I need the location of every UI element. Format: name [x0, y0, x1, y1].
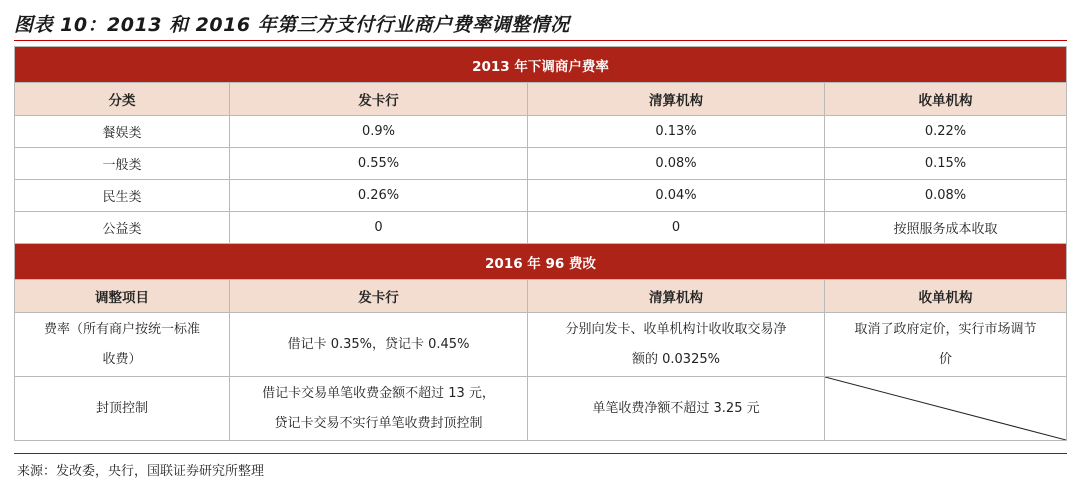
- cell: 按照服务成本收取: [825, 212, 1067, 244]
- table-row: [15, 212, 1067, 244]
- band-2016: [15, 244, 1067, 280]
- fee-rate-acquirer-line1: 取消了政府定价，实行市场调节: [854, 321, 1037, 337]
- header-category: 分类: [15, 83, 230, 116]
- diagonal-slash: [825, 377, 1066, 440]
- figure-title: 图表 10：2013 和 2016 年第三方支付行业商户费率调整情况: [14, 14, 570, 36]
- fee-rate-item: [15, 313, 230, 377]
- table-row: [15, 116, 1067, 148]
- header-row-2013: [15, 83, 1067, 116]
- fee-rate-issuer: 借记卡 0.35%，贷记卡 0.45%: [230, 313, 528, 377]
- cell: 一般类: [15, 148, 230, 180]
- header-acquirer: 收单机构: [825, 280, 1067, 313]
- fee-rate-acquirer: [825, 313, 1067, 377]
- bottom-rule: [14, 453, 1067, 454]
- cell: 0.55%: [230, 148, 528, 180]
- header-clearing: 清算机构: [528, 83, 825, 116]
- cell: 0.15%: [825, 148, 1067, 180]
- cell: 餐娱类: [15, 116, 230, 148]
- cell: 0.13%: [528, 116, 825, 148]
- cap-control-clearing: 单笔收费净额不超过 3.25 元: [528, 377, 825, 441]
- fee-rate-clearing-line1: 分别向发卡、收单机构计收收取交易净: [565, 321, 787, 337]
- cell: 0.22%: [825, 116, 1067, 148]
- fee-rate-clearing-line2: 额的 0.0325%: [632, 351, 720, 367]
- cell: 公益类: [15, 212, 230, 244]
- header-issuer: 发卡行: [230, 83, 528, 116]
- cap-control-issuer-line2: 贷记卡交易不实行单笔收费封顶控制: [274, 415, 483, 431]
- header-clearing: 清算机构: [528, 280, 825, 313]
- source-note: 来源：发改委，央行，国联证券研究所整理: [17, 464, 265, 479]
- header-adjustment-item: 调整项目: [15, 280, 230, 313]
- fee-rate-clearing: [528, 313, 825, 377]
- band-2013-label: 2013 年下调商户费率: [15, 47, 1067, 83]
- cell: 0.26%: [230, 180, 528, 212]
- cell: 0: [528, 212, 825, 244]
- cap-control-row: [15, 377, 1067, 441]
- header-issuer: 发卡行: [230, 280, 528, 313]
- table-row: [15, 148, 1067, 180]
- header-acquirer: 收单机构: [825, 83, 1067, 116]
- cell: 0.04%: [528, 180, 825, 212]
- band-2016-label: 2016 年 96 费改: [15, 244, 1067, 280]
- table-row: [15, 180, 1067, 212]
- fee-rate-table: [14, 46, 1067, 441]
- fee-rate-row: [15, 313, 1067, 377]
- cell: 0: [230, 212, 528, 244]
- cell: 0.08%: [825, 180, 1067, 212]
- cap-control-issuer-line1: 借记卡交易单笔收费金额不超过 13 元，: [262, 385, 495, 401]
- cell: 0.08%: [528, 148, 825, 180]
- band-2013: [15, 47, 1067, 83]
- fee-rate-item-line2: 收费）: [102, 351, 142, 367]
- cell: 0.9%: [230, 116, 528, 148]
- header-row-2016: [15, 280, 1067, 313]
- empty-diagonal-cell: [825, 377, 1067, 441]
- cap-control-issuer: [230, 377, 528, 441]
- fee-rate-item-line1: 费率（所有商户按统一标准: [43, 321, 200, 337]
- cell: 民生类: [15, 180, 230, 212]
- fee-rate-acquirer-line2: 价: [939, 351, 953, 367]
- cap-control-item: 封顶控制: [15, 377, 230, 441]
- title-rule: [14, 40, 1067, 41]
